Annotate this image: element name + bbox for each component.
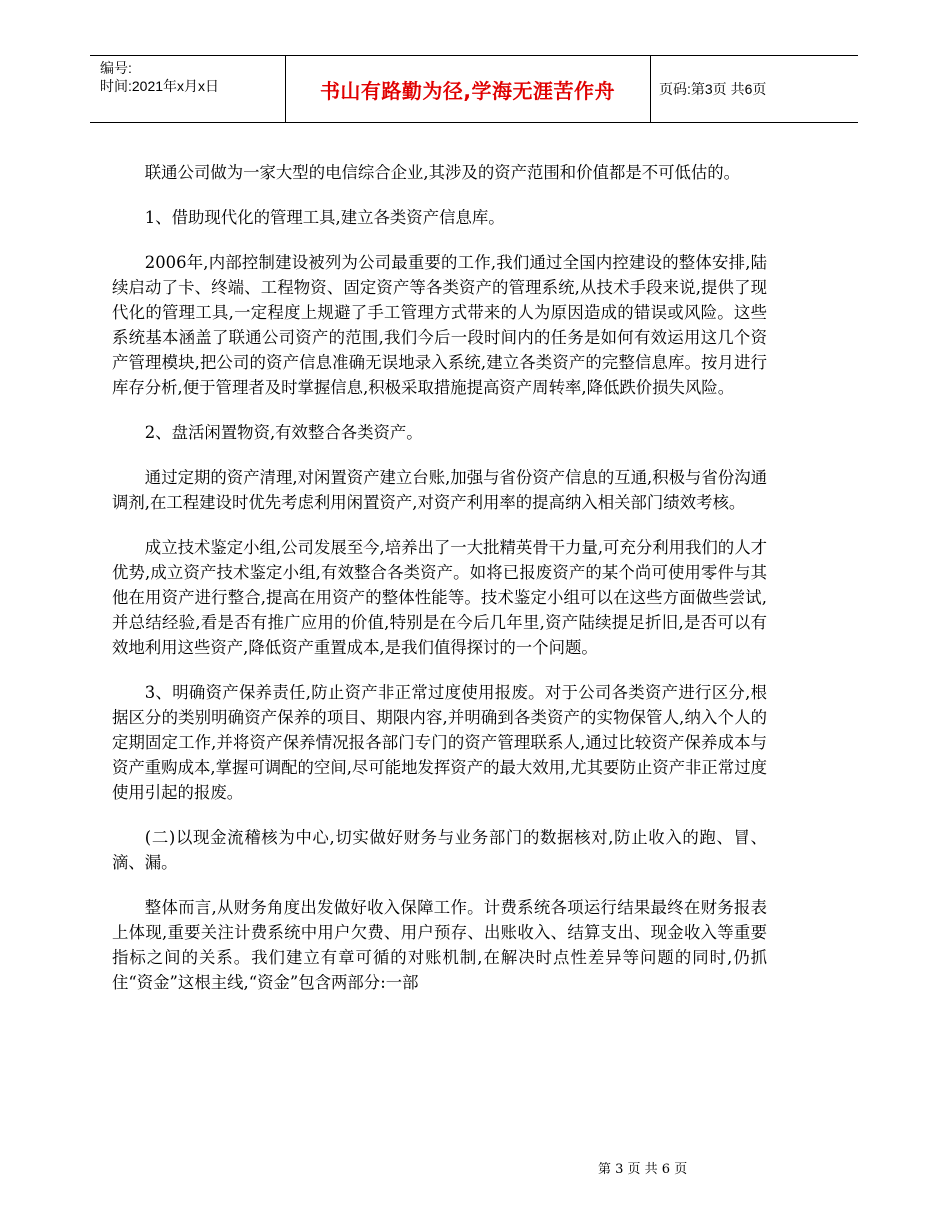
page-footer: 第 3 页 共 6 页	[598, 1162, 688, 1177]
paragraph-revenue: 整体而言,从财务角度出发做好收入保障工作。计费系统各项运行结果最终在财务报表上体现,重要关注计费系统中用户欠费、用户预存、出账收入、结算支出、现金收入等重要指标之间的关系。我们建立有章可循的对账机制,在解决时点性差异等问题的同时,仍抓住“资金”这根主线,“资金”包含两部分:一部	[112, 898, 767, 992]
paragraph-2006: 2006年,内部控制建设被列为公司最重要的工作,我们通过全国内控建设的整体安排,陆续启动了卡、终端、工程物资、固定资产等各类资产的管理系统,从技术手段来说,提供了现代化的管理工具,一定程度上规避了手工管理方式带来的人为原因造成的错误或风险。这些系统基本涵盖了联通公司资产的范围,我们今后一段时间内的任务是如何有效运用这几个资产管理模块,把公司的资产信息准确无误地录入系统,建立各类资产的完整信息库。按月进行库存分析,便于管理者及时掌握信息,积极采取措施提高资产周转率,降低跌价损失风险。	[112, 253, 767, 397]
document-body	[112, 160, 767, 1015]
paragraph-heading-1: 1、借助现代化的管理工具,建立各类资产信息库。	[144, 208, 505, 227]
header-motto: 书山有路勤为径,学海无涯苦作舟	[319, 78, 616, 103]
paragraph-idle-assets: 通过定期的资产清理,对闲置资产建立台账,加强与省份资产信息的互通,积极与省份沟通调剂,在工程建设时优先考虑利用闲置资产,对资产利用率的提高纳入相关部门绩效考核。	[112, 468, 767, 512]
header-page-info: 页码:第3页 共6页	[659, 81, 767, 97]
paragraph-heading-3: 3、明确资产保养责任,防止资产非正常过度使用报废。对于公司各类资产进行区分,根据区分的类别明确资产保养的项目、期限内容,并明确到各类资产的实物保管人,纳入个人的定期固定工作,并将资产保养情况报各部门专门的资产管理联系人,通过比较资产保养成本与资产重购成本,掌握可调配的空间,尽可能地发挥资产的最大效用,尤其要防止资产非正常过度使用引起的报废。	[112, 683, 767, 802]
paragraph-cashflow: (二)以现金流稽核为中心,切实做好财务与业务部门的数据核对,防止收入的跑、冒、滴、漏。	[112, 828, 767, 872]
header-meta	[100, 59, 219, 95]
header-divider-right	[650, 56, 651, 122]
document-time-label: 时间:2021年x月x日	[100, 78, 220, 94]
paragraph-tech-group: 成立技术鉴定小组,公司发展至今,培养出了一大批精英骨干力量,可充分利用我们的人才优势,成立资产技术鉴定小组,有效整合各类资产。如将已报废资产的某个尚可使用零件与其他在用资产进行整合,提高在用资产的整体性能等。技术鉴定小组可以在这些方面做些尝试,并总结经验,看是否有推广应用的价值,特别是在今后几年里,资产陆续提足折旧,是否可以有效地利用这些资产,降低资产重置成本,是我们值得探讨的一个问题。	[112, 538, 767, 657]
page-header	[90, 55, 858, 123]
paragraph-heading-2: 2、盘活闲置物资,有效整合各类资产。	[144, 423, 423, 442]
document-number-label: 编号:	[100, 60, 132, 76]
paragraph-intro: 联通公司做为一家大型的电信综合企业,其涉及的资产范围和价值都是不可低估的。	[144, 163, 741, 182]
